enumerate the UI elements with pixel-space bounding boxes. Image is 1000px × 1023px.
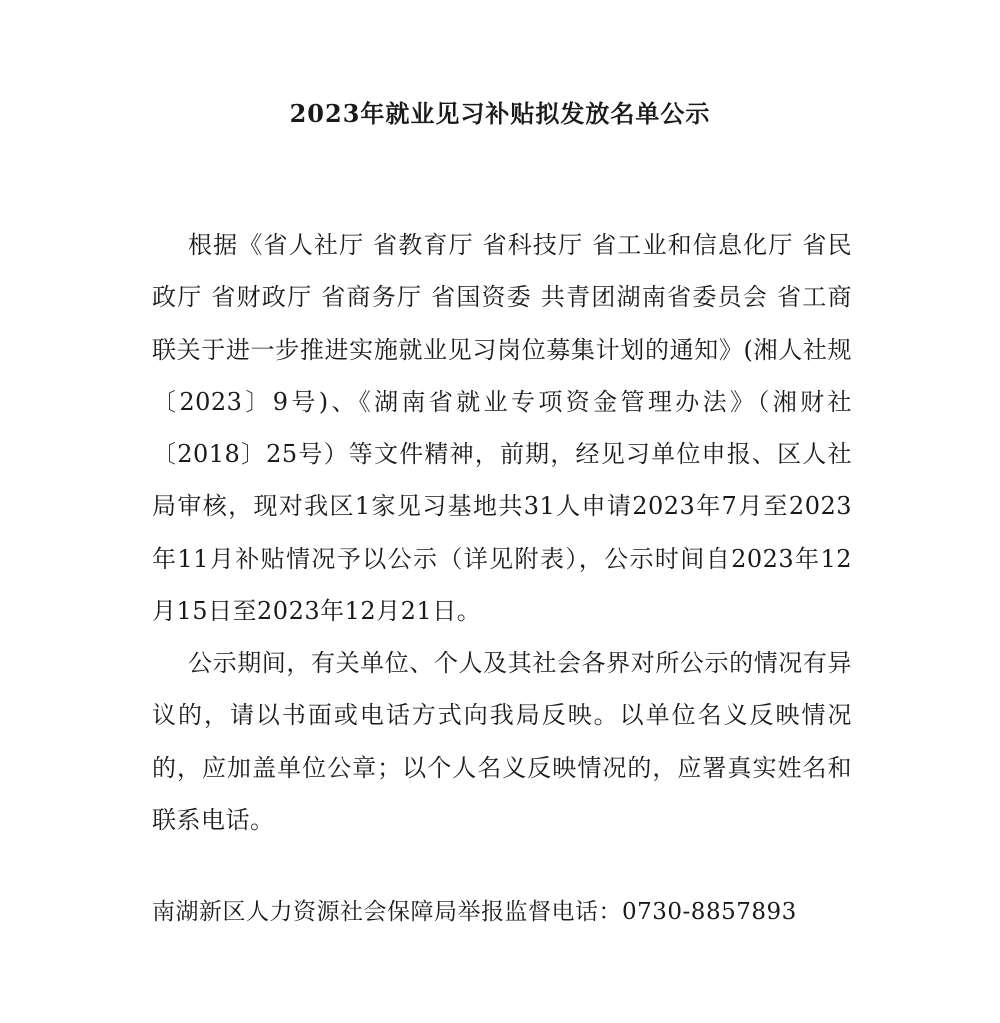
document-title: 2023年就业见习补贴拟发放名单公示 (289, 99, 711, 128)
body-paragraph-basis: 根据《省人社厅 省教育厅 省科技厅 省工业和信息化厅 省民政厅 省财政厅 省商务厅 省国资委 共青团湖南省委员会 省工商联关于进一步推进实施就业见习岗位募集计划的通知》(湘人社规〔2023〕9号)、《湖南省就业专项资金管理办法》（湘财社〔2018〕25号）等文件精神，前期，经见习单位申报、区人社局审核，现对我区1家见习基地共31人申请2023年7月至2023年11月补贴情况予以公示（详见附表），公示时间自2023年12月15日至2023年12月21日。 (152, 231, 852, 626)
body-paragraph-objection: 公示期间，有关单位、个人及其社会各界对所公示的情况有异议的，请以书面或电话方式向我局反映。以单位名义反映情况的，应加盖单位公章；以个人名义反映情况的，应署真实姓名和联系电话。 (152, 649, 852, 834)
contact-hotline: 南湖新区人力资源社会保障局举报监督电话：0730-8857893 (152, 899, 797, 925)
